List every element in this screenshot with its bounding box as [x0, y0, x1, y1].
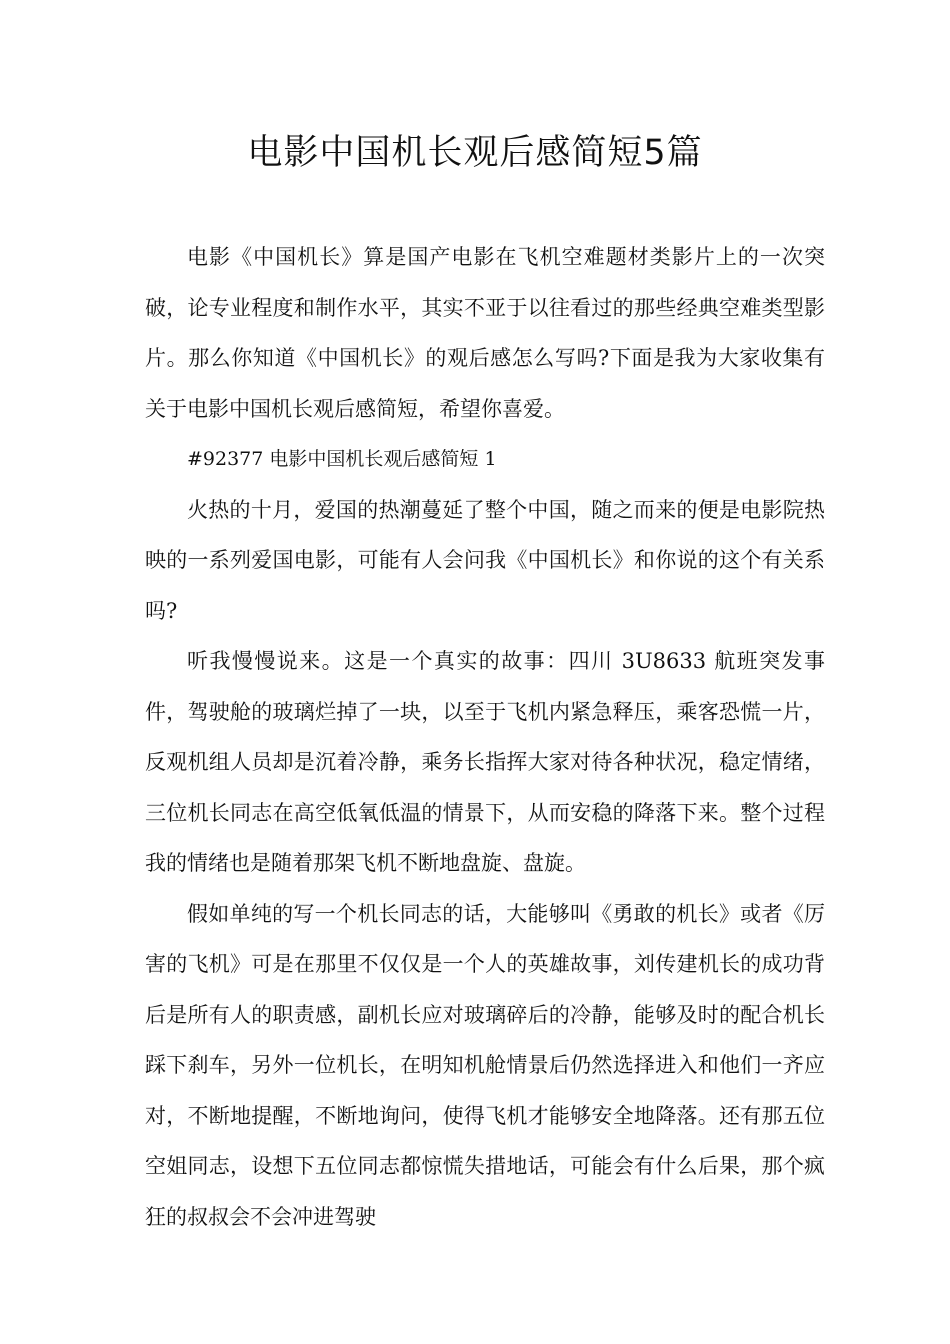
- document-body: [145, 232, 825, 1242]
- paragraph: 假如单纯的写一个机长同志的话，大能够叫《勇敢的机长》或者《厉害的飞机》可是在那里不仅仅是一个人的英雄故事，刘传建机长的成功背后是所有人的职责感，副机长应对玻璃碎后的冷静，能够及时的配合机长踩下刹车，另外一位机长，在明知机舱情景后仍然选择进入和他们一齐应对，不断地提醒，不断地询问，使得飞机才能够安全地降落。还有那五位空姐同志，设想下五位同志都惊慌失措地话，可能会有什么后果，那个疯狂的叔叔会不会冲进驾驶: [145, 901, 825, 1229]
- paragraph: 听我慢慢说来。这是一个真实的故事：四川 3U8633 航班突发事件，驾驶舱的玻璃烂掉了一块，以至于飞机内紧急释压，乘客恐慌一片，反观机组人员却是沉着冷静，乘务长指挥大家对待各种状况，稳定情绪，三位机长同志在高空低氧低温的情景下，从而安稳的降落下来。整个过程我的情绪也是随着那架飞机不断地盘旋、盘旋。: [145, 649, 825, 875]
- paragraph: 火热的十月，爱国的热潮蔓延了整个中国，随之而来的便是电影院热映的一系列爱国电影，可能有人会问我《中国机长》和你说的这个有关系吗?: [145, 497, 825, 623]
- document-title: 电影中国机长观后感简短5篇: [247, 133, 703, 173]
- section-heading: #92377 电影中国机长观后感简短 1: [187, 448, 497, 470]
- paragraph-intro: 电影《中国机长》算是国产电影在飞机空难题材类影片上的一次突破，论专业程度和制作水平，其实不亚于以往看过的那些经典空难类型影片。那么你知道《中国机长》的观后感怎么写吗?下面是我为大家收集有关于电影中国机长观后感简短，希望你喜爱。: [145, 245, 825, 421]
